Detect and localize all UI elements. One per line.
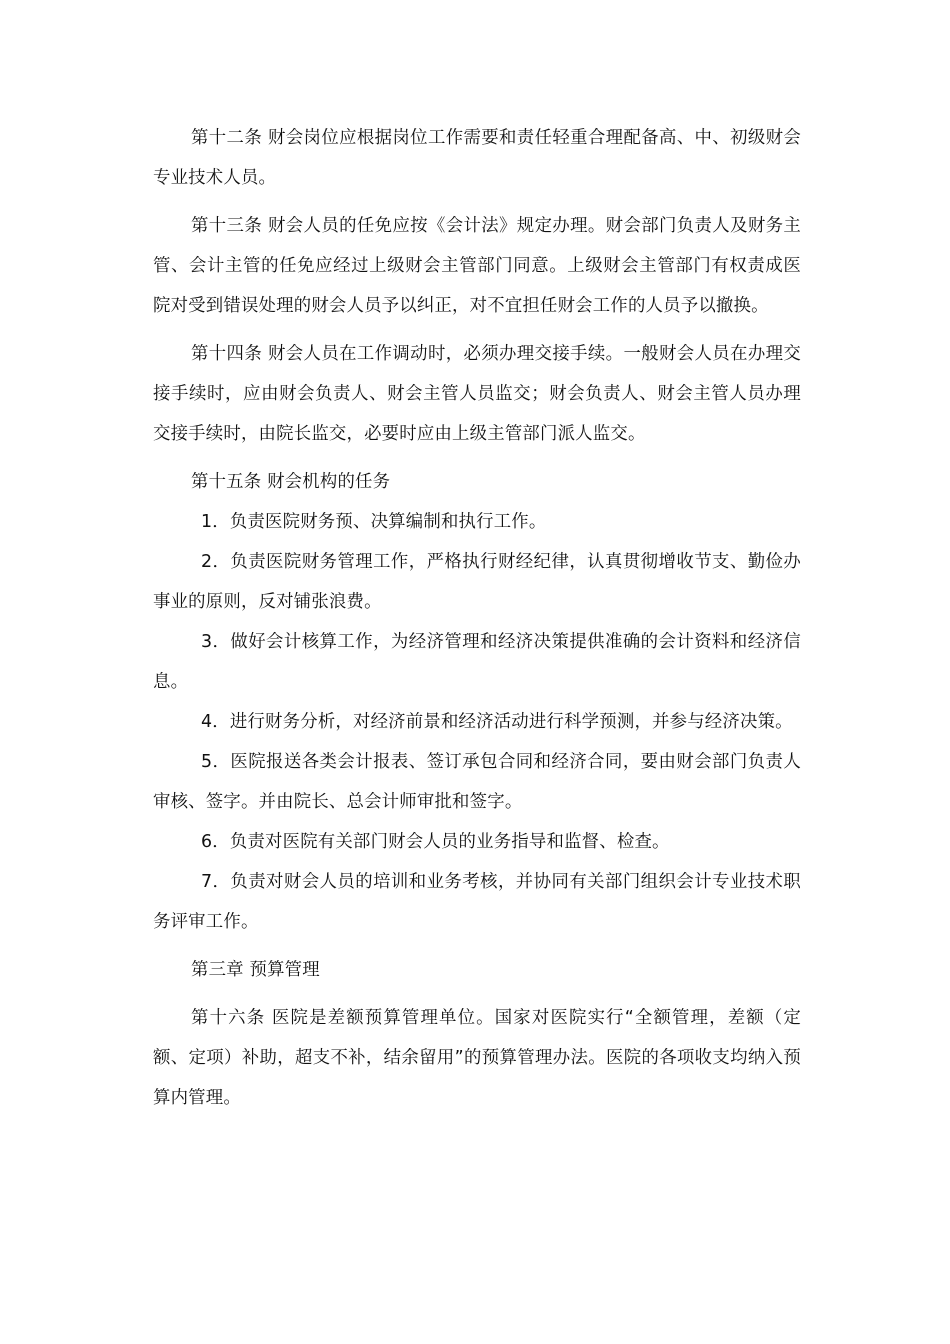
article-16: 第十六条 医院是差额预算管理单位。国家对医院实行“全额管理，差额（定额、定项）补助，超支不补，结余留用”的预算管理办法。医院的各项收支均纳入预算内管理。 <box>153 1008 801 1108</box>
task-item-5: 5．医院报送各类会计报表、签订承包合同和经济合同，要由财会部门负责人审核、签字。并由院长、总会计师审批和签字。 <box>153 752 801 812</box>
task-item-6: 6．负责对医院有关部门财会人员的业务指导和监督、检查。 <box>201 832 670 852</box>
article-13: 第十三条 财会人员的任免应按《会计法》规定办理。财会部门负责人及财务主管、会计主管的任免应经过上级财会主管部门同意。上级财会主管部门有权责成医院对受到错误处理的财会人员予以纠正，对不宜担任财会工作的人员予以撤换。 <box>153 216 801 316</box>
article-15-heading: 第十五条 财会机构的任务 <box>191 472 391 492</box>
task-item-4: 4．进行财务分析，对经济前景和经济活动进行科学预测，并参与经济决策。 <box>201 712 793 732</box>
article-12: 第十二条 财会岗位应根据岗位工作需要和责任轻重合理配备高、中、初级财会专业技术人员。 <box>153 128 801 188</box>
task-item-7: 7．负责对财会人员的培训和业务考核，并协同有关部门组织会计专业技术职务评审工作。 <box>153 872 801 932</box>
task-item-1: 1．负责医院财务预、决算编制和执行工作。 <box>201 512 547 532</box>
article-14: 第十四条 财会人员在工作调动时，必须办理交接手续。一般财会人员在办理交接手续时，应由财会负责人、财会主管人员监交；财会负责人、财会主管人员办理交接手续时，由院长监交，必要时应由上级主管部门派人监交。 <box>153 344 801 444</box>
chapter-3-heading: 第三章 预算管理 <box>191 960 320 980</box>
document-page <box>153 118 801 1118</box>
task-item-3: 3．做好会计核算工作，为经济管理和经济决策提供准确的会计资料和经济信息。 <box>153 632 801 692</box>
task-item-2: 2．负责医院财务管理工作，严格执行财经纪律，认真贯彻增收节支、勤俭办事业的原则，反对铺张浪费。 <box>153 552 801 612</box>
